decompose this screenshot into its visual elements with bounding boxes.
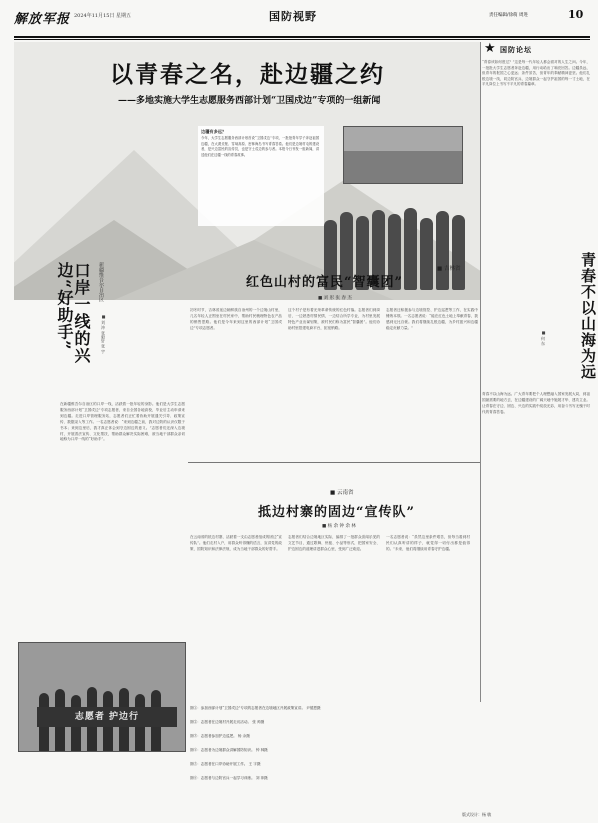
story-red-body bbox=[190, 308, 480, 460]
forum-badge bbox=[482, 42, 590, 56]
story-yn-col-3: 一名志愿者说：“虽然这里条件艰苦，但每当看到村民们认真听讲的样子，就觉得一切付出都是值得的。”未来，他们将继续用青春守护边疆。 bbox=[386, 535, 470, 551]
intro-text: 今年，大学生志愿服务西部计划首设“卫国戍边”专项，一批批青年学子奔赴祖国边疆，在大漠戈壁、雪域高原、密林海岛书写青春答卷。他们是边境村屯的建设者，是兴边富民的宣传员，也是守土戍边的参与者。本报今日刊发一组新闻，讲述他们在边疆一线的青春故事。 bbox=[201, 136, 319, 157]
column-rule bbox=[480, 42, 481, 702]
masthead-rule-thin bbox=[14, 39, 590, 40]
story-yn-body bbox=[190, 535, 480, 703]
story-yn-byline: ■ 杨 余 钟 余 林 bbox=[322, 524, 356, 529]
story-red-byline: ■ 刘 彤 张 春 杰 bbox=[318, 296, 352, 301]
photo-caption-1: 图①：参加西部计划“卫国戍边”专项的志愿者在边境地区开展政策宣讲。 尹德恩摄 bbox=[190, 706, 321, 710]
main-subheadline: ——多地实施大学生志愿服务西部计划“卫国戍边”专项的一组新闻 bbox=[118, 96, 381, 106]
story-yn-headline: 抵边村寨的固边“宣传队” bbox=[258, 505, 415, 520]
story-red-headline: 红色山村的富民“智囊团” bbox=[246, 275, 403, 290]
forum-byline: ■ 何 东 bbox=[541, 330, 546, 346]
intro-heading: 边疆有多远？ bbox=[201, 129, 227, 134]
photo-volunteer-banner bbox=[18, 642, 186, 752]
newspaper-logo: 解放军报 bbox=[14, 12, 71, 27]
photo-banner-text: 志愿者 护边行 bbox=[37, 707, 177, 727]
side-story-location: 新疆维吾尔自治区 bbox=[98, 262, 104, 302]
story-yn-col-1: 在云南省的抵边村寨，活跃着一支由志愿者组成的固边“宣传队”。他们走村入户，用群众听得懂的语言，宣讲党的政策、国防知识和法律法规，成为当地干部群众的好帮手。 bbox=[190, 535, 282, 551]
date-line: 2024年11月15日 星期五 bbox=[74, 13, 132, 19]
photo-volunteers-field bbox=[343, 126, 463, 184]
forum-text-2: 青春不以山海为远。广大青年要把个人理想融入国家发展大局，到祖国最需要的地方去，在边疆建设的广阔天地中施展才华、建功立业。让青春在守边、固边、兴边的实践中绽放光彩，用奋斗书写无愧于时代的青春答卷。 bbox=[482, 392, 590, 414]
story-red-col-2: 这个村子是有着光荣革命传统的红色村落。志愿者们到岗后，一边熟悉村情民情，一边结合所学专业，为村里发展特色产业出谋划策，被村民们称为富民“智囊团”。他们协助村里搭建电商平台，拓宽销路。 bbox=[288, 308, 380, 330]
photo-caption-4: 图④：志愿者为边境群众讲解国防知识。 钟 林摄 bbox=[190, 748, 268, 752]
section-title: 国防视野 bbox=[269, 10, 317, 23]
photo-caption-6: 图⑥：志愿者与边防官兵一起学习训练。 刘 冲摄 bbox=[190, 776, 268, 780]
photo-captions bbox=[190, 706, 590, 802]
layout-credit: 版式设计：杨 敏 bbox=[462, 812, 492, 817]
forum-text: “青春该如何度过？”这是每一代年轻人都会面对的人生之问。今年，一批批大学生志愿者奔赴边疆，用行动给出了响亮回答。边疆虽远，但青年的报国之心更远；条件虽苦，但青年的奉献精神更坚。他们扎根边境一线，同边防官兵、边境群众一起守护祖国的每一寸土地，在平凡岗位上书写不平凡的青春篇章。 bbox=[482, 60, 590, 87]
story-yn-location: ■ 云南省 bbox=[330, 490, 354, 496]
side-story-header bbox=[56, 262, 116, 402]
page-editor-info: 责任编辑/徐萌 周进 bbox=[489, 13, 528, 18]
intro-box bbox=[198, 126, 324, 226]
story-red-location: ■ 吉林省 bbox=[437, 266, 461, 272]
photo-caption-3: 图③：志愿者参加护边巡逻。 杨 余摄 bbox=[190, 734, 250, 738]
forum-body-continued bbox=[482, 392, 590, 702]
side-story-text: 在新疆维吾尔自治区的口岸一线，活跃着一批年轻的身影。他们是大学生志愿服务西部计划“卫国戍边”专项志愿者，来自全国各地高校，毕业后主动申请来到边疆。走进口岸管理服务站，志愿者们正忙着协助开展通关引导、政策宣传、数据录入等工作。一名志愿者说：“来到边疆之前，我对边防的认识仅限于书本；来到这里后，我才真正体会到守边固边的意义。”志愿者们还深入边境村，开展普法宣传、文化帮扶，帮助群众解决实际困难，被当地干部群众亲切地称为口岸一线的“好助手”。 bbox=[60, 402, 185, 442]
forum-headline: 青春不以山海为远 bbox=[579, 252, 597, 380]
story-red-col-1: 初冬时节，吉林省延边朝鲜族自治州的一个边境山村里，几名年轻人正围坐在村民家中，帮助村民梳理特色农产品的销售思路。他们是今年来到这里的西部计划“卫国戍边”专项志愿者。 bbox=[190, 308, 282, 330]
photo-caption-2: 图②：志愿者在边境村开展走访活动。 张 帅摄 bbox=[190, 720, 265, 724]
forum-badge-label: 国防论坛 bbox=[500, 45, 532, 54]
photo-caption-5: 图⑤：志愿者在口岸协助开展工作。 王 宇摄 bbox=[190, 762, 261, 766]
side-story-byline: ■ 刘 冲 张毅轩 张 宇 bbox=[101, 314, 106, 354]
masthead bbox=[14, 8, 590, 34]
side-story-body bbox=[60, 402, 185, 642]
page-number: 10 bbox=[568, 8, 584, 21]
story-red-col-3: 志愿者还积极参与边境管控、护边巡逻等工作，在实践中锤炼本领。一名志愿者说：“能在红色土地上奉献青春，我感到无比自豪。我们将继续扎根边疆，为乡村振兴和边疆稳定贡献力量。” bbox=[386, 308, 478, 330]
section-divider bbox=[188, 462, 480, 463]
masthead-rule bbox=[14, 36, 590, 38]
main-headline: 以青春之名，赴边疆之约 bbox=[110, 61, 385, 88]
side-story-headline: 口岸一线的兴边“好助手” bbox=[55, 262, 91, 364]
story-yn-col-2: 志愿者们结合边境地区实际，编排了一批群众喜闻乐见的文艺节目，通过歌舞、快板、小品等形式，把国家安全、护边固边的道理讲进群众心里，受到广泛欢迎。 bbox=[288, 535, 380, 551]
forum-body bbox=[482, 60, 590, 88]
star-icon: ★ bbox=[484, 41, 496, 56]
